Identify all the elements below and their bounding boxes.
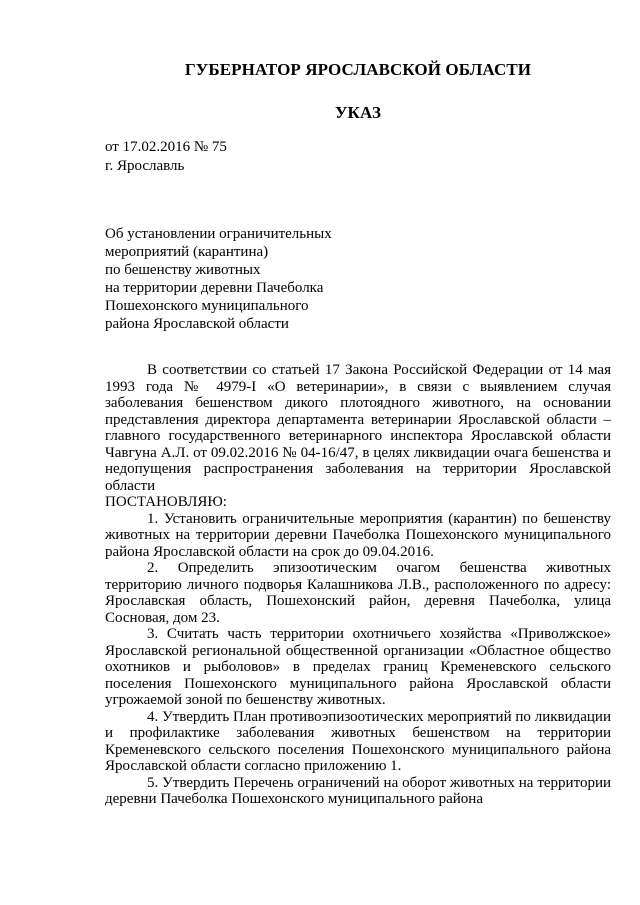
city: г. Ярославль	[105, 158, 185, 174]
decree-word: ПОСТАНОВЛЯЮ:	[105, 494, 227, 510]
decree-body	[105, 362, 611, 808]
subject-line: мероприятий (карантина)	[105, 244, 269, 260]
doc-type-heading: УКАЗ	[334, 103, 382, 122]
subject-line: на территории деревни Пачеболка	[105, 280, 324, 296]
subject-line: по бешенству животных	[105, 262, 261, 278]
preamble-paragraph: В соответствии со статьей 17 Закона Российской Федерации от 14 мая 1993 года № 4979-I «О ветеринарии», в связи с выявлением случая заболевания бешенством дикого плотоядного животного, на основании представления директора департамента ветеринарии Ярославской области – главного государственного ветеринарного инспектора Ярославской области Чавгуна А.Л. от 09.02.2016 № 04-16/47, в целях ликвидации очага бешенства и недопущения распространения заболевания на территории Ярославской области	[105, 362, 611, 494]
date-number: от 17.02.2016 № 75	[105, 139, 227, 155]
decree-item-1: 1. Установить ограничительные мероприятия (карантин) по бешенству животных на территории деревни Пачеболка Пошехонского муниципального района Ярославской области на срок до 09.04.2016.	[105, 510, 611, 560]
decree-item-5: 5. Утвердить Перечень ограничений на оборот животных на территории деревни Пачеболка Пошехонского муниципального района	[105, 774, 611, 807]
subject-line: района Ярославской области	[105, 316, 289, 332]
authority-heading: ГУБЕРНАТОР ЯРОСЛАВСКОЙ ОБЛАСТИ	[184, 60, 532, 79]
decree-item-3: 3. Считать часть территории охотничьего хозяйства «Приволжское» Ярославской региональной общественной организации «Областное общество охотников и рыболовов» в пределах границ Кременевского сельского поселения Пошехонского муниципального района Ярославской области угрожаемой зоной по бешенству животных.	[105, 626, 611, 708]
decree-item-2: 2. Определить эпизоотическим очагом бешенства животных территорию личного подворья Калашникова Л.В., расположенного по адресу: Ярославская область, Пошехонский район, деревня Пачеболка, улица Сосновая, дом 23.	[105, 560, 611, 626]
decree-item-4: 4. Утвердить План противоэпизоотических мероприятий по ликвидации и профилактике заболевания животных бешенством на территории Кременевского сельского поселения Пошехонского муниципального района Ярославской области согласно приложению 1.	[105, 708, 611, 774]
decree-subject	[105, 225, 332, 333]
doc-meta	[105, 138, 227, 176]
subject-line: Об установлении ограничительных	[105, 226, 332, 242]
subject-line: Пошехонского муниципального	[105, 298, 309, 314]
